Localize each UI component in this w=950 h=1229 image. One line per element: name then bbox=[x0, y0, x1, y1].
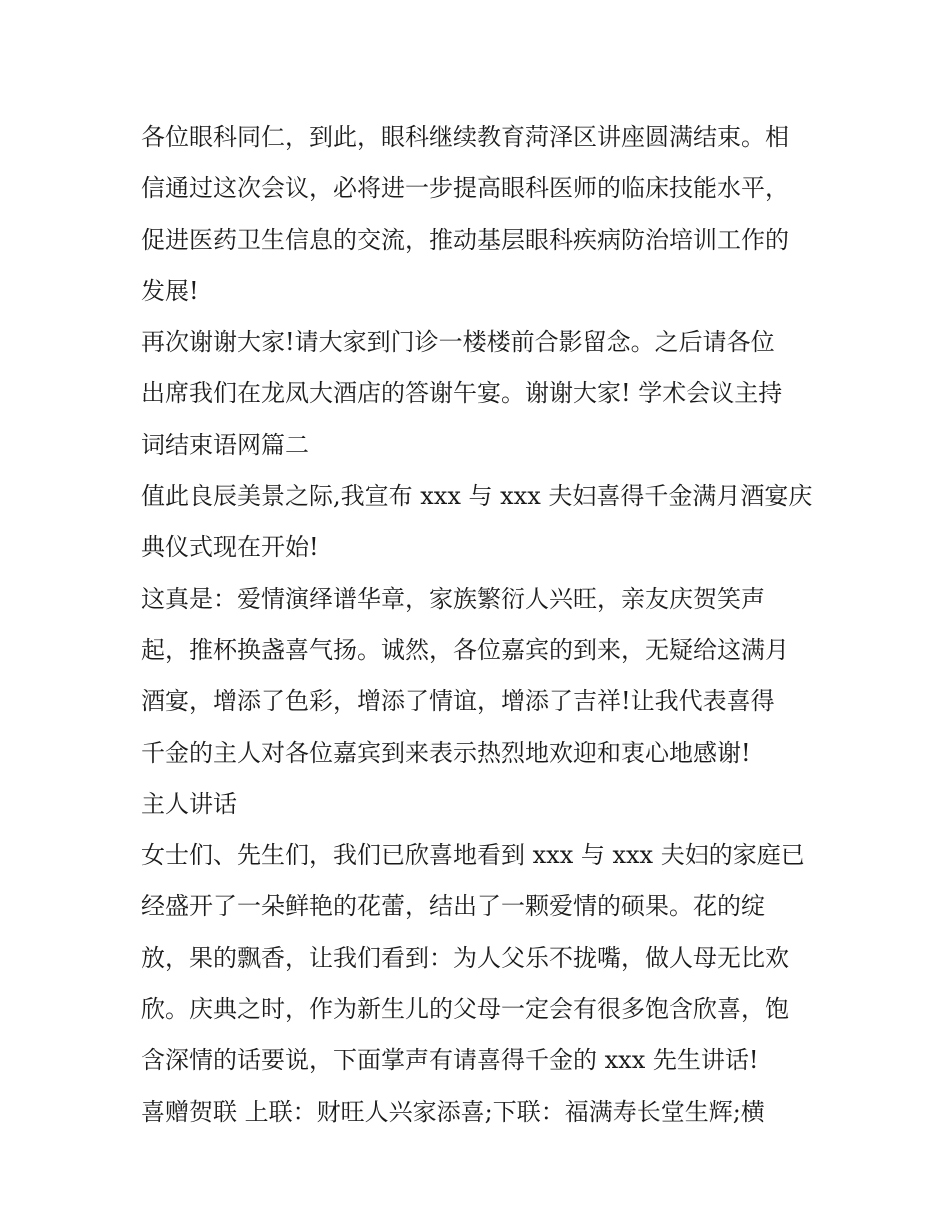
text-line: 酒宴，增添了色彩，增添了情谊，增添了吉祥!让我代表喜得 bbox=[141, 687, 775, 716]
text-line: 千金的主人对各位嘉宾到来表示热烈地欢迎和衷心地感谢! bbox=[141, 738, 751, 767]
text-line: 再次谢谢大家!请大家到门诊一楼楼前合影留念。之后请各位 bbox=[141, 328, 775, 357]
document-body bbox=[141, 112, 816, 1138]
text-line: 发展! bbox=[141, 276, 199, 305]
text-line: 信通过这次会议，必将进一步提高眼科医师的临床技能水平， bbox=[141, 174, 789, 203]
text-line: 主人讲话 bbox=[141, 789, 237, 818]
text-line: 各位眼科同仁，到此，眼科继续教育菏泽区讲座圆满结束。相 bbox=[141, 123, 789, 151]
text-line: 出席我们在龙凤大酒店的答谢午宴。谢谢大家! 学术会议主持 bbox=[141, 379, 783, 408]
text-line: 含深情的话要说，下面掌声有请喜得千金的 xxx 先生讲话! bbox=[141, 1046, 759, 1075]
text-line: 词结束语网篇二 bbox=[141, 430, 309, 459]
text-line: 这真是：爱情演绎谱华章，家族繁衍人兴旺，亲友庆贺笑声 bbox=[141, 584, 765, 613]
text-line: 起，推杯换盏喜气扬。诚然，各位嘉宾的到来，无疑给这满月 bbox=[141, 635, 789, 664]
text-line: 放，果的飘香，让我们看到：为人父乐不拢嘴，做人母无比欢 bbox=[141, 943, 789, 972]
text-line: 欣。庆典之时，作为新生儿的父母一定会有很多饱含欣喜，饱 bbox=[141, 995, 789, 1024]
text-line: 喜赠贺联 上联：财旺人兴家添喜;下联：福满寿长堂生辉;横 bbox=[141, 1097, 765, 1126]
text-line: 女士们、先生们，我们已欣喜地看到 xxx 与 xxx 夫妇的家庭已 bbox=[141, 841, 805, 870]
text-line: 促进医药卫生信息的交流，推动基层眼科疾病防治培训工作的 bbox=[141, 225, 789, 254]
text-line: 经盛开了一朵鲜艳的花蕾，结出了一颗爱情的硕果。花的绽 bbox=[141, 892, 765, 921]
text-line: 值此良辰美景之际,我宣布 xxx 与 xxx 夫妇喜得千金满月酒宴庆 bbox=[141, 482, 813, 511]
text-line: 典仪式现在开始! bbox=[141, 533, 319, 562]
